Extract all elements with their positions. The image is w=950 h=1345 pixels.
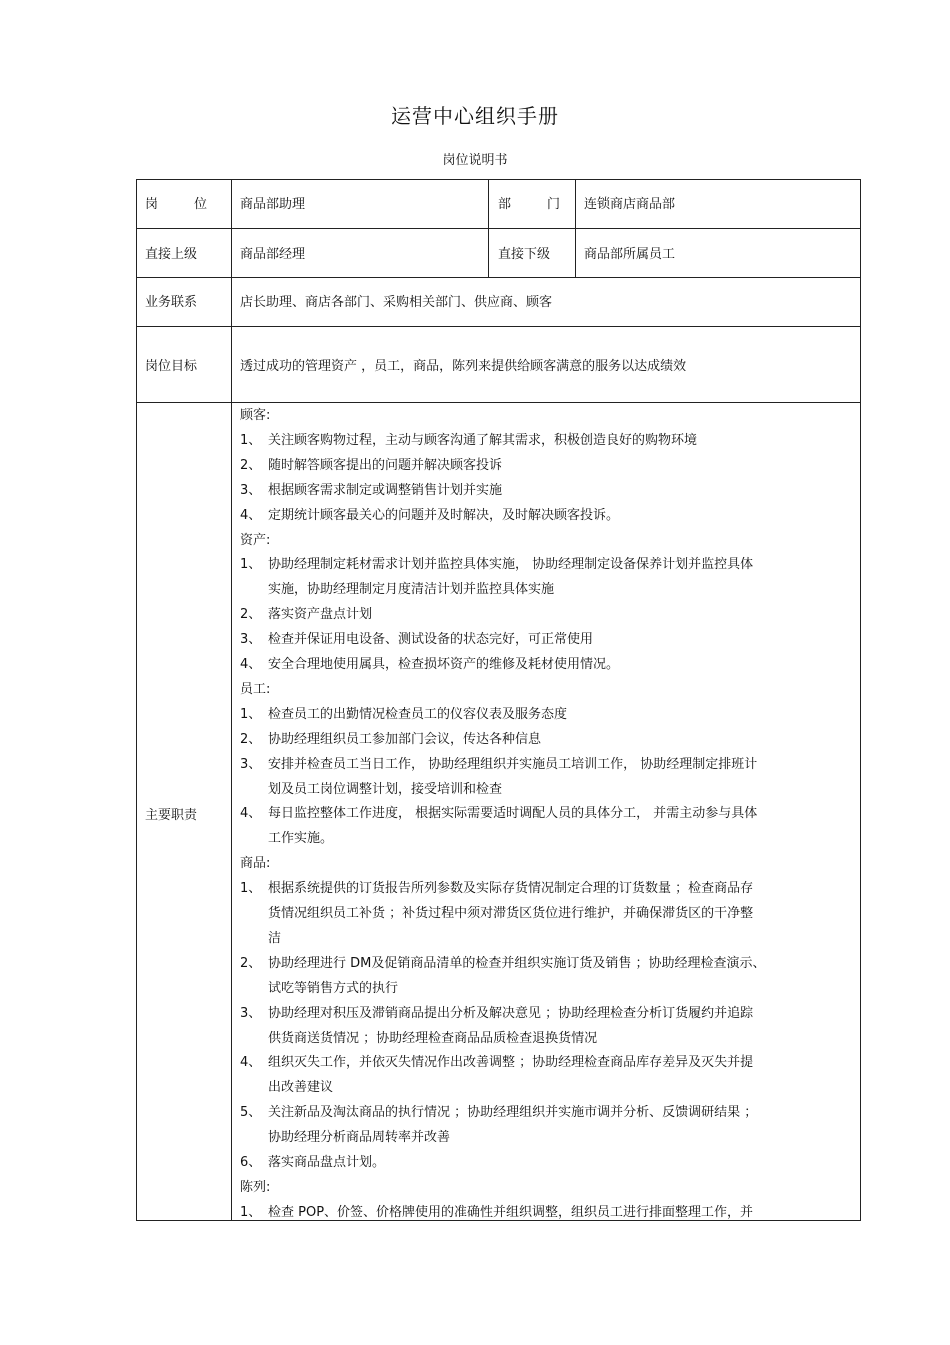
duty-number: 1、: [240, 1205, 262, 1220]
row-divider: [137, 277, 860, 278]
duty-number: 2、: [240, 732, 262, 747]
duty-line: 落实资产盘点计划: [268, 607, 373, 622]
department-label: 部 门: [498, 197, 560, 212]
duty-number: 6、: [240, 1155, 262, 1170]
row-divider: [137, 326, 860, 327]
position-value: 商品部助理: [240, 197, 306, 212]
duty-number: 1、: [240, 881, 262, 896]
duty-number: 1、: [240, 707, 262, 722]
duty-number: 4、: [240, 657, 262, 672]
duty-number: 2、: [240, 607, 262, 622]
job-description-table: [136, 179, 861, 1221]
duty-line: 落实商品盘点计划。: [268, 1155, 386, 1170]
column-divider: [488, 180, 489, 277]
direct-superior-label: 直接上级: [145, 247, 198, 262]
page-subtitle: 岗位说明书: [442, 153, 508, 168]
duty-category-heading: 员工:: [240, 682, 271, 697]
position-goal-label: 岗位目标: [145, 359, 198, 374]
duty-line: 随时解答顾客提出的问题并解决顾客投诉: [268, 458, 503, 473]
position-goal-value: 透过成功的管理资产 ，员工，商品，陈列来提供给顾客满意的服务以达成绩效: [240, 359, 687, 374]
direct-superior-value: 商品部经理: [240, 247, 306, 262]
duty-number: 2、: [240, 956, 262, 971]
duty-line: 检查并保证用电设备、测试设备的状态完好，可正常使用: [268, 632, 594, 647]
direct-subordinate-label: 直接下级: [498, 247, 551, 262]
column-divider: [231, 180, 232, 1220]
duty-line: 协助经理进行 DM及促销商品清单的检查并组织实施订货及销售 ；协助经理检查演示、: [268, 956, 766, 971]
business-contact-label: 业务联系: [145, 295, 198, 310]
duty-category-heading: 顾客:: [240, 408, 271, 423]
duty-number: 3、: [240, 757, 262, 772]
main-duties-label: 主要职责: [145, 808, 198, 823]
duty-line: 检查员工的出勤情况检查员工的仪容仪表及服务态度: [268, 707, 568, 722]
duty-number: 2、: [240, 458, 262, 473]
duty-line: 试吃等销售方式的执行: [268, 981, 399, 996]
duty-number: 3、: [240, 632, 262, 647]
duty-number: 4、: [240, 806, 262, 821]
duty-line: 组织灭失工作，并依灭失情况作出改善调整 ；协助经理检查商品库存差异及灭失并提: [268, 1055, 754, 1070]
duty-line: 根据系统提供的订货报告所列参数及实际存货情况制定合理的订货数量 ；检查商品存: [268, 881, 754, 896]
duty-line: 洁: [268, 931, 282, 946]
duty-line: 出改善建议: [268, 1080, 334, 1095]
duty-line: 定期统计顾客最关心的问题并及时解决，及时解决顾客投诉。: [268, 508, 620, 523]
department-value: 连锁商店商品部: [584, 197, 676, 212]
page-title: 运营中心组织手册: [391, 104, 559, 128]
duty-line: 安全合理地使用属具，检查损坏资产的维修及耗材使用情况。: [268, 657, 620, 672]
duty-line: 供货商送货情况 ；协助经理检查商品品质检查退换货情况: [268, 1031, 598, 1046]
row-divider: [137, 402, 860, 403]
direct-subordinate-value: 商品部所属员工: [584, 247, 676, 262]
duty-line: 工作实施。: [268, 831, 334, 846]
duty-number: 4、: [240, 1055, 262, 1070]
duty-number: 5、: [240, 1105, 262, 1120]
duty-line: 关注新品及淘汰商品的执行情况 ；协助经理组织并实施市调并分析、反馈调研结果 ；: [268, 1105, 758, 1120]
duty-number: 3、: [240, 1006, 262, 1021]
duty-category-heading: 商品:: [240, 856, 271, 871]
duty-line: 每日监控整体工作进度， 根据实际需要适时调配人员的具体分工， 并需主动参与具体: [268, 806, 758, 821]
duty-number: 4、: [240, 508, 262, 523]
duty-line: 协助经理分析商品周转率并改善: [268, 1130, 451, 1145]
column-divider: [575, 180, 576, 277]
duty-line: 关注顾客购物过程，主动与顾客沟通了解其需求，积极创造良好的购物环境: [268, 433, 698, 448]
duty-line: 根据顾客需求制定或调整销售计划并实施: [268, 483, 503, 498]
duty-category-heading: 陈列:: [240, 1180, 271, 1195]
duty-line: 协助经理组织员工参加部门会议，传达各种信息: [268, 732, 542, 747]
duty-line: 检查 POP、价签、价格牌使用的准确性并组织调整，组织员工进行排面整理工作，并: [268, 1205, 754, 1220]
duty-line: 货情况组织员工补货 ；补货过程中须对滞货区货位进行维护，并确保滞货区的干净整: [268, 906, 754, 921]
duty-category-heading: 资产:: [240, 533, 271, 548]
duty-line: 划及员工岗位调整计划，接受培训和检查: [268, 782, 503, 797]
duty-number: 3、: [240, 483, 262, 498]
duty-line: 协助经理制定耗材需求计划并监控具体实施， 协助经理制定设备保养计划并监控具体: [268, 557, 754, 572]
duty-line: 安排并检查员工当日工作， 协助经理组织并实施员工培训工作， 协助经理制定排班计: [268, 757, 758, 772]
row-divider: [137, 228, 860, 229]
duty-number: 1、: [240, 557, 262, 572]
duty-line: 实施，协助经理制定月度清洁计划并监控具体实施: [268, 582, 555, 597]
duty-number: 1、: [240, 433, 262, 448]
business-contact-value: 店长助理、商店各部门、采购相关部门、供应商、顾客: [240, 295, 553, 310]
position-label: 岗 位: [145, 197, 207, 212]
duty-line: 协助经理对积压及滞销商品提出分析及解决意见 ；协助经理检查分析订货履约并追踪: [268, 1006, 754, 1021]
